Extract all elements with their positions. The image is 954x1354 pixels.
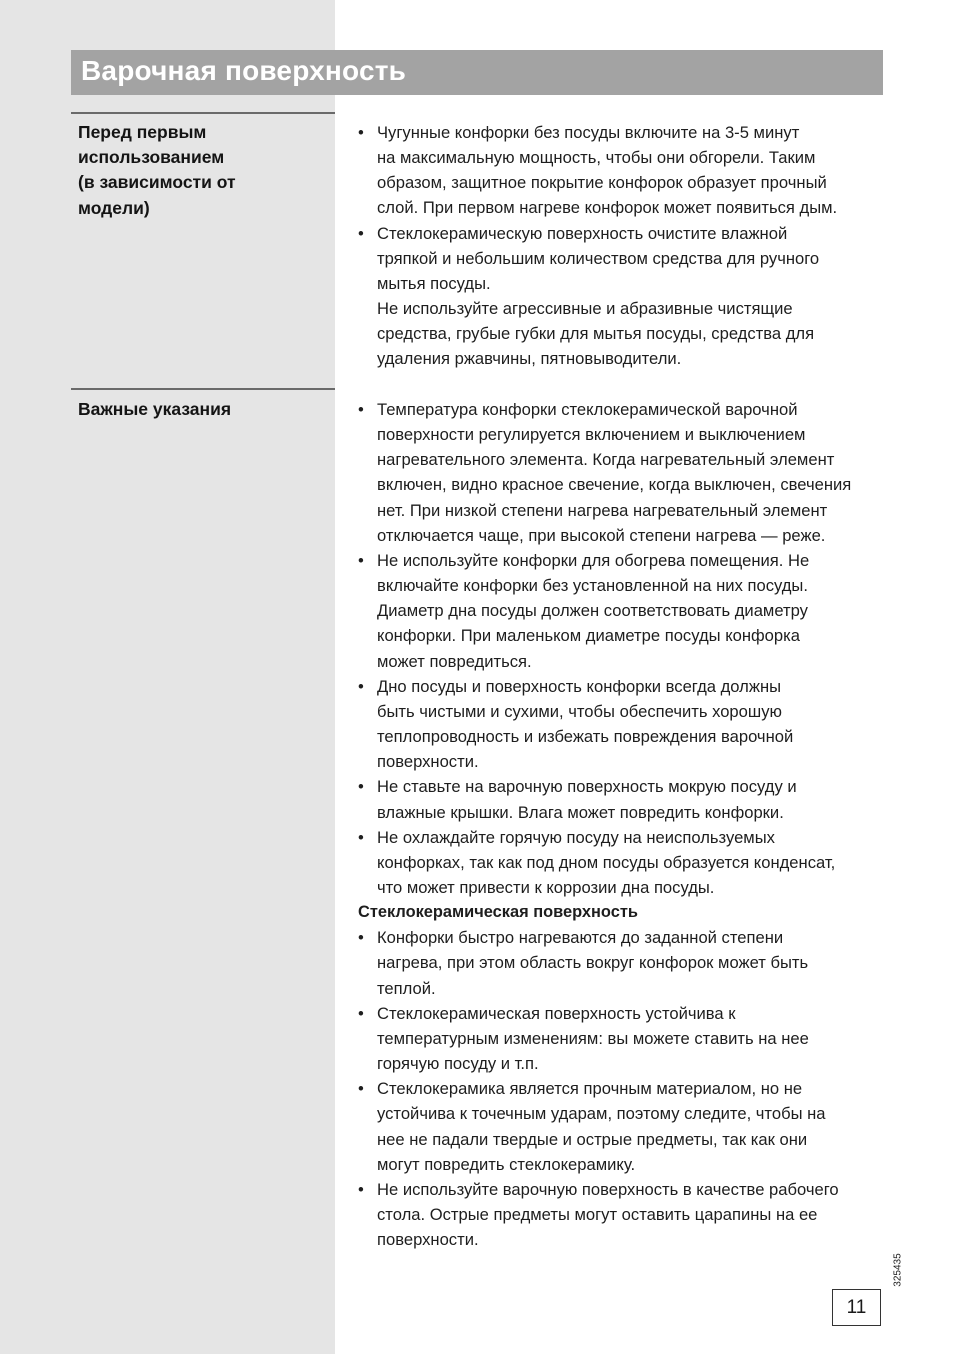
- list-item: [358, 397, 888, 548]
- heading-line: модели): [78, 197, 150, 218]
- bullet-icon: •: [358, 1079, 364, 1099]
- document-code: [888, 1253, 908, 1290]
- list-item: [358, 674, 888, 775]
- list-item: [358, 925, 888, 1000]
- text-line: Дно посуды и поверхность конфорки всегда должны: [377, 676, 782, 696]
- list-item: [358, 120, 888, 221]
- text-line: Температура конфорки стеклокерамической варочной: [377, 400, 798, 419]
- text-line: удаления ржавчины, пятновыводители.: [377, 349, 682, 369]
- text-line: стола. Острые предметы могут оставить царапины на ее: [377, 1205, 818, 1224]
- section-body-first-use: [358, 120, 888, 372]
- text-line: Не используйте варочную поверхность в качестве рабочего: [377, 1179, 839, 1199]
- section-divider: [71, 112, 335, 114]
- bullet-icon: •: [358, 223, 364, 243]
- text-line: нет. При низкой степени нагрева нагревательный элемент: [377, 500, 828, 520]
- list-item: [358, 825, 888, 900]
- text-line: Чугунные конфорки без посуды включите на 3-5 минут: [377, 123, 800, 142]
- text-line: устойчива к точечным ударам, поэтому следите, чтобы на: [377, 1104, 826, 1124]
- text-line: нее не падали твердые и острые предметы, так как они: [377, 1129, 808, 1149]
- text-line: Стеклокерамическая поверхность устойчива к: [377, 1003, 736, 1023]
- text-line: Стеклокерамика является прочным материалом, но не: [377, 1079, 803, 1099]
- text-line: быть чистыми и сухими, чтобы обеспечить хорошую: [377, 701, 782, 721]
- text-line: на максимальную мощность, чтобы они обгорели. Таким: [377, 148, 816, 168]
- text-line: температурным изменениям: вы можете ставить на нее: [377, 1028, 809, 1048]
- section-heading-first-use: [78, 120, 328, 221]
- text-line: влажные крышки. Влага может повредить конфорки.: [377, 802, 784, 822]
- text-line: образом, защитное покрытие конфорок образует прочный: [377, 173, 827, 193]
- bullet-icon: •: [358, 550, 364, 570]
- text-line: поверхности.: [377, 752, 479, 772]
- section-heading-important-notes: [78, 397, 328, 422]
- text-line: поверхности регулируется включением и выключением: [377, 425, 806, 445]
- text-line: Не охлаждайте горячую посуду на неиспользуемых: [377, 827, 775, 847]
- list-item: [358, 1001, 888, 1076]
- bullet-icon: •: [358, 676, 364, 696]
- text-line: Не используйте конфорки для обогрева помещения. Не: [377, 550, 810, 570]
- bullet-list: [358, 397, 888, 900]
- heading-line: Важные указания: [78, 399, 232, 419]
- list-item: [358, 1076, 888, 1177]
- text-line: теплопроводность и избежать повреждения варочной: [377, 727, 794, 747]
- list-item: [358, 774, 888, 824]
- heading-line: (в зависимости от: [78, 172, 236, 193]
- list-item: [358, 548, 888, 674]
- text-line: мытья посуды.: [377, 273, 491, 293]
- text-line: Конфорки быстро нагреваются до заданной степени: [377, 928, 784, 948]
- section-body-important-notes: [358, 397, 888, 1252]
- text-line: конфорки. При маленьком диаметре посуды конфорка: [377, 626, 800, 646]
- subheading-glass-ceramic: Стеклокерамическая поверхность: [358, 903, 638, 922]
- bullet-icon: •: [358, 400, 364, 419]
- text-line: Стеклокерамическую поверхность очистите влажной: [377, 223, 788, 243]
- bullet-list: [358, 925, 888, 1252]
- bullet-icon: •: [358, 123, 364, 142]
- bullet-icon: •: [358, 928, 364, 948]
- heading-line: использованием: [78, 147, 225, 168]
- bullet-icon: •: [358, 1003, 364, 1023]
- text-line: тряпкой и небольшим количеством средства для ручного: [377, 248, 820, 268]
- text-line: Не используйте агрессивные и абразивные чистящие: [377, 299, 793, 319]
- bullet-list: [358, 120, 888, 372]
- text-line: нагрева, при этом область вокруг конфорок может быть: [377, 953, 809, 973]
- text-line: теплой.: [377, 978, 436, 998]
- text-line: включен, видно красное свечение, когда выключен, свечения: [377, 475, 852, 495]
- text-line: может повредиться.: [377, 651, 532, 671]
- heading-line: Перед первым: [78, 122, 207, 142]
- text-line: что может привести к коррозии дна посуды.: [377, 877, 715, 897]
- bullet-icon: •: [358, 1179, 364, 1199]
- text-line: горячую посуду и т.п.: [377, 1054, 539, 1074]
- text-line: поверхности.: [377, 1230, 479, 1250]
- section-divider: [71, 388, 335, 390]
- text-line: отключается чаще, при высокой степени нагрева — реже.: [377, 525, 826, 545]
- title-bar: [71, 50, 883, 95]
- text-line: слой. При первом нагреве конфорок может появиться дым.: [377, 198, 838, 218]
- text-line: Не ставьте на варочную поверхность мокрую посуду и: [377, 777, 797, 797]
- bullet-icon: •: [358, 827, 364, 847]
- page-number: 11: [832, 1289, 881, 1326]
- text-line: включайте конфорки без установленной на них посуды.: [377, 576, 808, 596]
- text-line: могут повредить стеклокерамику.: [377, 1154, 636, 1174]
- text-line: средства, грубые губки для мытья посуды, средства для: [377, 324, 815, 344]
- document-code-text: 325435: [892, 1253, 904, 1287]
- text-line: Диаметр дна посуды должен соответствовать диаметру: [377, 601, 808, 621]
- list-item: [358, 221, 888, 372]
- bullet-icon: •: [358, 777, 364, 797]
- list-item: [358, 1177, 888, 1252]
- text-line: конфорках, так как под дном посуды образуется конденсат,: [377, 852, 836, 872]
- page-title: Варочная поверхность: [81, 55, 407, 86]
- text-line: нагревательного элемента. Когда нагревательный элемент: [377, 450, 835, 470]
